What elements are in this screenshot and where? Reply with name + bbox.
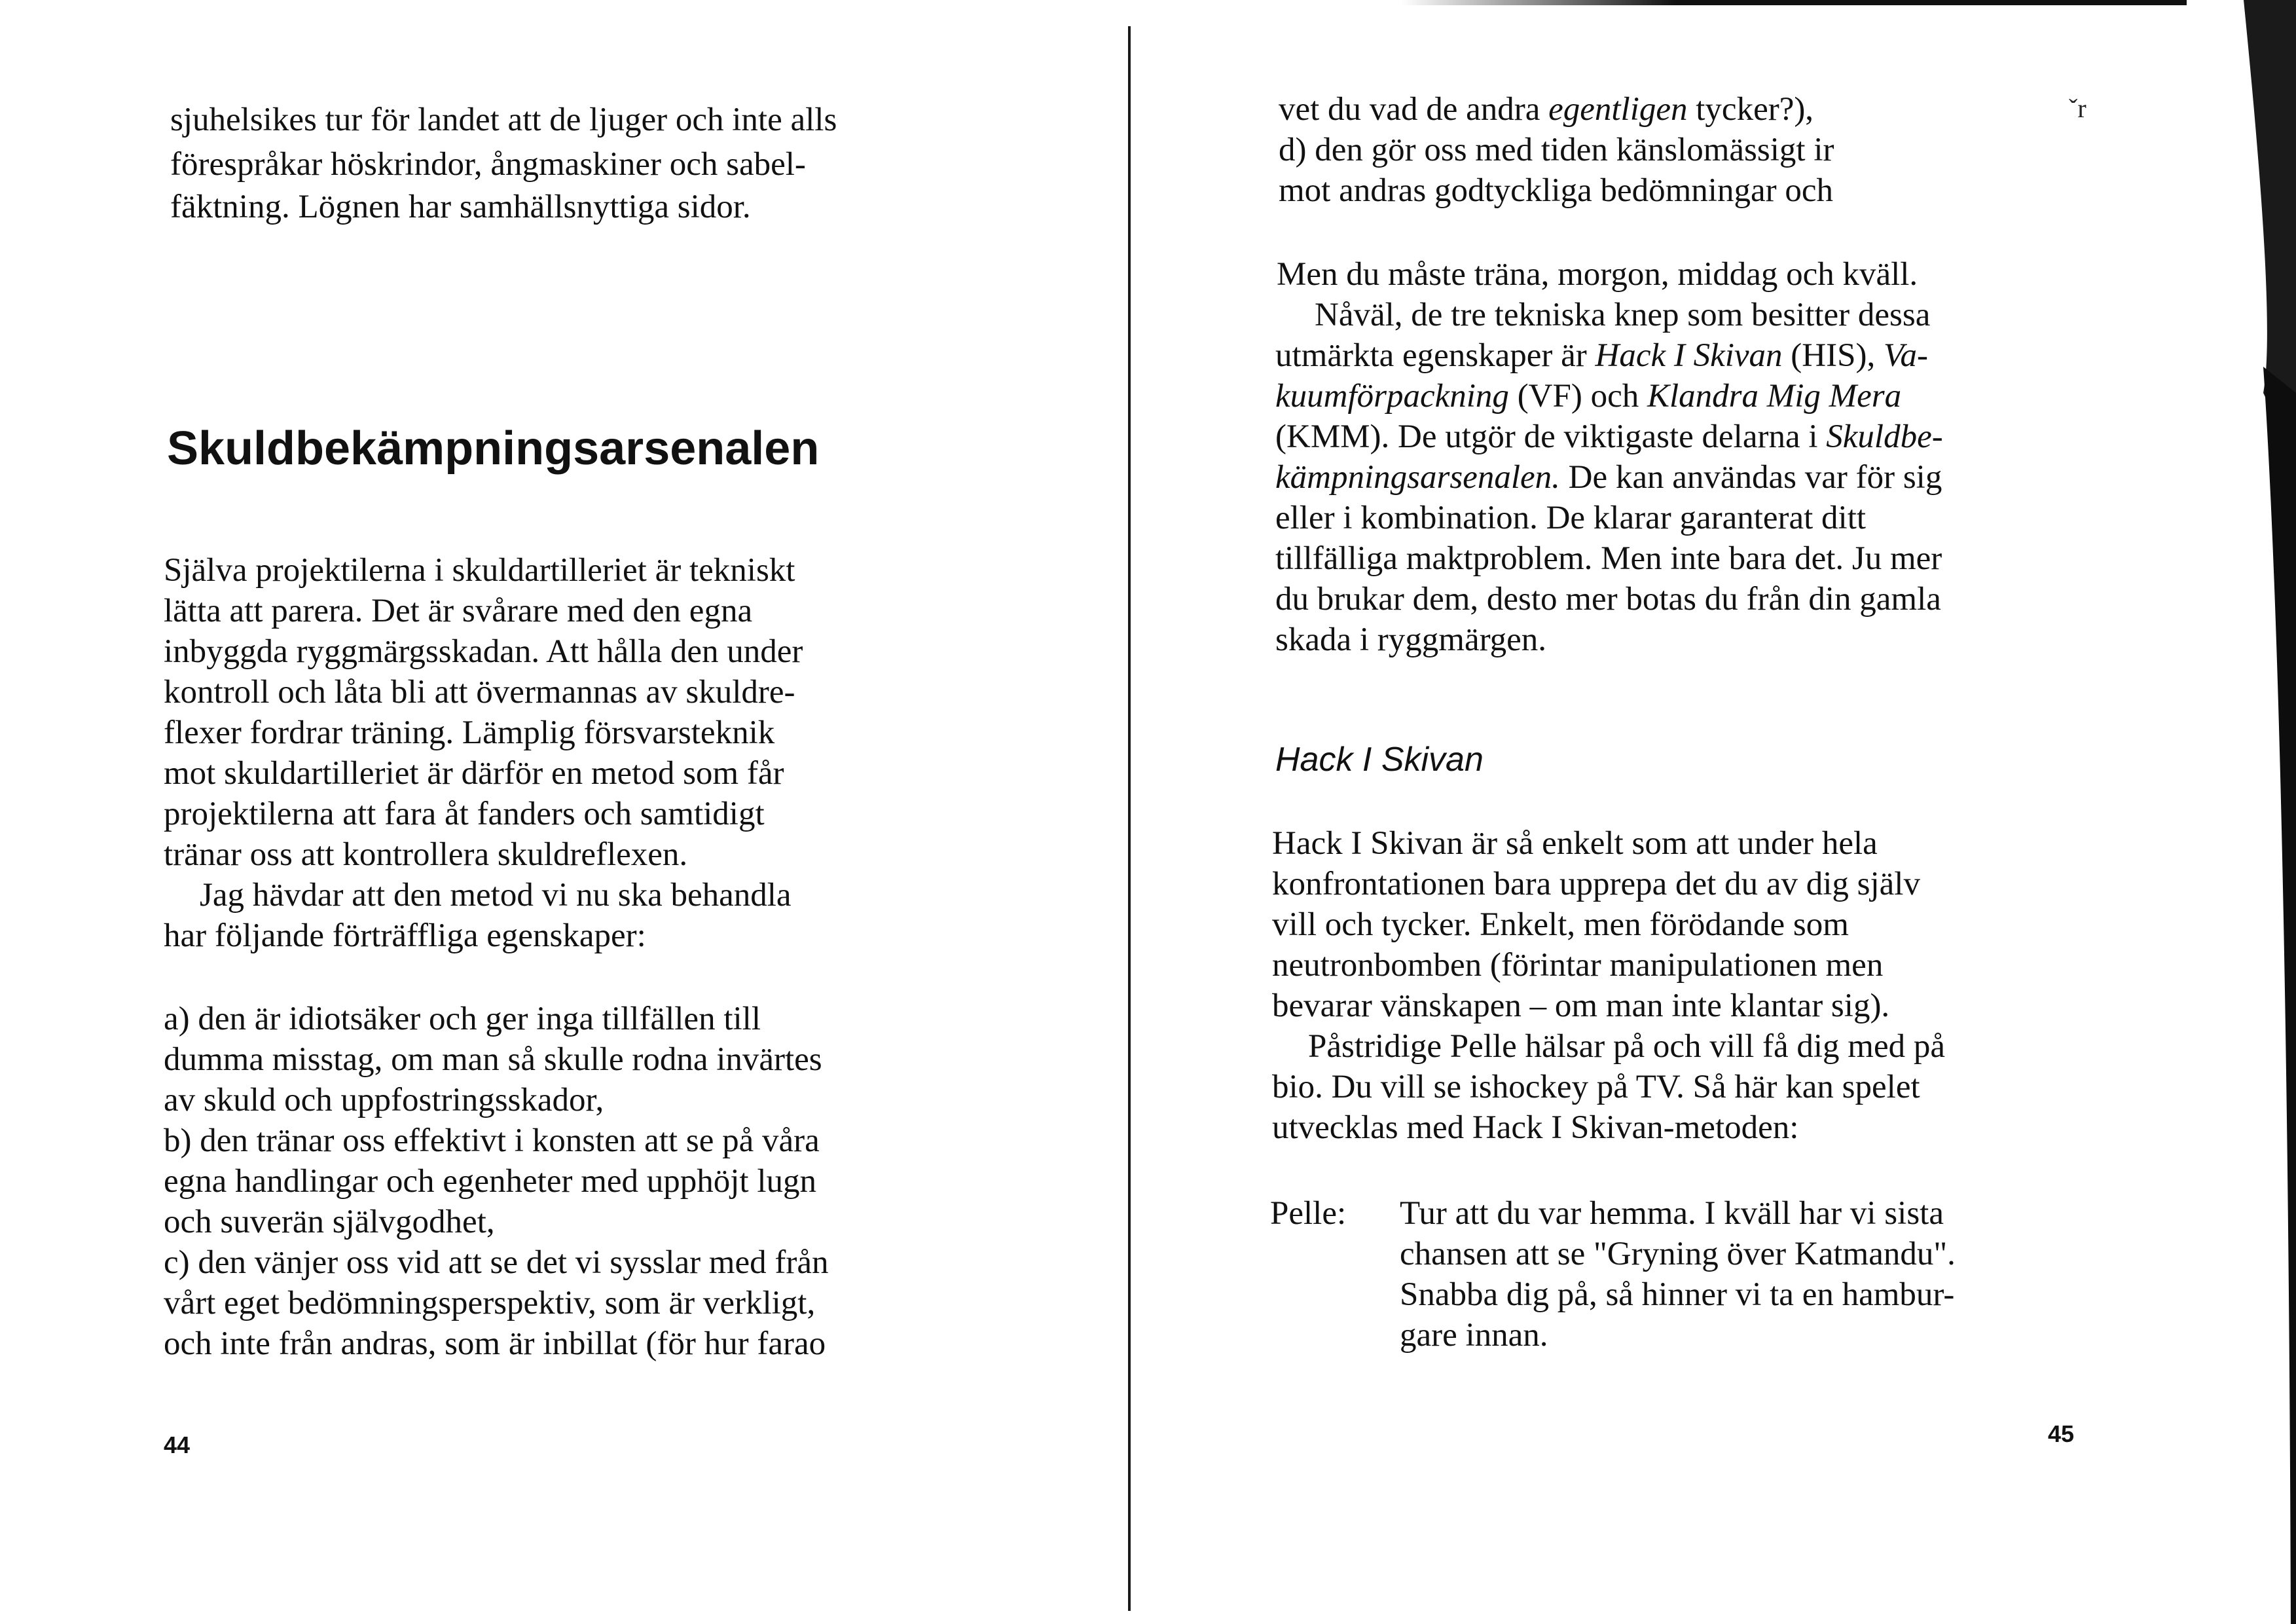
list-line: och suverän självgodhet, [164, 1204, 495, 1240]
text-line: d) den gör oss med tiden känslomässigt ir [1279, 132, 1834, 168]
text-line: neutronbomben (förintar manipulationen men [1272, 947, 1884, 984]
text-line: kuumförpackning (VF) och Klandra Mig Mera [1275, 378, 1902, 415]
section-heading: Skuldbekämpningsarsenalen [167, 422, 820, 475]
list-line: c) den vänjer oss vid att se det vi sysslar med från [164, 1244, 829, 1281]
subsection-heading: Hack I Skivan [1275, 741, 1484, 779]
right-page [1139, 0, 2296, 1624]
list-line: a) den är idiotsäker och ger inga tillfällen till [164, 1001, 761, 1037]
text-line: Nåväl, de tre tekniska knep som besitter dessa [1315, 297, 1931, 333]
text-line: kämpningsarsenalen. De kan användas var för sig [1275, 459, 1942, 496]
text-line: utmärkta egenskaper är Hack I Skivan (HIS), Va- [1275, 337, 1928, 374]
text-line: konfrontationen bara upprepa det du av dig själv [1272, 866, 1920, 902]
text-line: skada i ryggmärgen. [1275, 621, 1547, 658]
dialogue-line: Snabba dig på, så hinner vi ta en hambur- [1400, 1276, 1955, 1313]
text-line: vet du vad de andra egentligen tycker?), [1279, 91, 1814, 128]
text-line: Själva projektilerna i skuldartilleriet är tekniskt [164, 552, 795, 589]
text-line: inbyggda ryggmärgsskadan. Att hålla den under [164, 633, 803, 670]
text-line: flexer fordrar träning. Lämplig försvarsteknik [164, 714, 775, 751]
dialogue-speaker: Pelle: [1270, 1195, 1347, 1232]
margin-mark: ˇr [2069, 94, 2086, 123]
list-line: egna handlingar och egenheter med upphöjt lugn [164, 1163, 817, 1200]
text-line: Jag hävdar att den metod vi nu ska behandla [200, 877, 792, 913]
page-number: 44 [164, 1431, 191, 1458]
text-line: förespråkar höskrindor, ångmaskiner och sabel- [170, 146, 806, 183]
left-page [0, 0, 1126, 1624]
text-line: vill och tycker. Enkelt, men förödande som [1272, 906, 1849, 943]
text-line: Hack I Skivan är så enkelt som att under hela [1272, 825, 1878, 862]
text-line: eller i kombination. De klarar garanterat ditt [1275, 500, 1867, 536]
text-line: bio. Du vill se ishockey på TV. Så här kan spelet [1272, 1069, 1920, 1105]
text-line: har följande förträffliga egenskaper: [164, 917, 646, 954]
text-line: Påstridige Pelle hälsar på och vill få dig med på [1308, 1028, 1945, 1065]
text-line: utvecklas med Hack I Skivan-metoden: [1272, 1109, 1799, 1146]
page-number: 45 [2048, 1420, 2075, 1447]
list-line: och inte från andras, som är inbillat (för hur farao [164, 1325, 826, 1362]
list-line: b) den tränar oss effektivt i konsten att se på våra [164, 1122, 820, 1159]
text-line: tillfälliga maktproblem. Men inte bara det. Ju mer [1275, 540, 1942, 577]
list-line: av skuld och uppfostringsskador, [164, 1082, 604, 1118]
text-line: Men du måste träna, morgon, middag och kväll. [1277, 256, 1918, 293]
text-line: du brukar dem, desto mer botas du från din gamla [1275, 581, 1941, 618]
dialogue-line: Tur att du var hemma. I kväll har vi sista [1400, 1195, 1944, 1232]
text-line: sjuhelsikes tur för landet att de ljuger och inte alls [170, 101, 837, 138]
dialogue-line: gare innan. [1400, 1317, 1548, 1354]
text-line: mot andras godtyckliga bedömningar och [1279, 172, 1833, 209]
text-line: bevarar vänskapen – om man inte klantar sig). [1272, 987, 1890, 1024]
text-line: lätta att parera. Det är svårare med den egna [164, 593, 753, 629]
text-line: kontroll och låta bli att övermannas av skuldre- [164, 674, 795, 710]
dialogue-line: chansen att se "Gryning över Katmandu". [1400, 1236, 1956, 1272]
text-line: (KMM). De utgör de viktigaste delarna i Skuldbe- [1275, 418, 1943, 455]
text-line: projektilerna att fara åt fanders och samtidigt [164, 796, 765, 832]
book-gutter [1128, 26, 1131, 1611]
text-line: tränar oss att kontrollera skuldreflexen. [164, 836, 688, 873]
text-line: fäktning. Lögnen har samhällsnyttiga sidor. [170, 189, 751, 225]
text-line: mot skuldartilleriet är därför en metod som får [164, 755, 784, 792]
list-line: vårt eget bedömningsperspektiv, som är verkligt, [164, 1285, 816, 1321]
list-line: dumma misstag, om man så skulle rodna invärtes [164, 1041, 822, 1078]
